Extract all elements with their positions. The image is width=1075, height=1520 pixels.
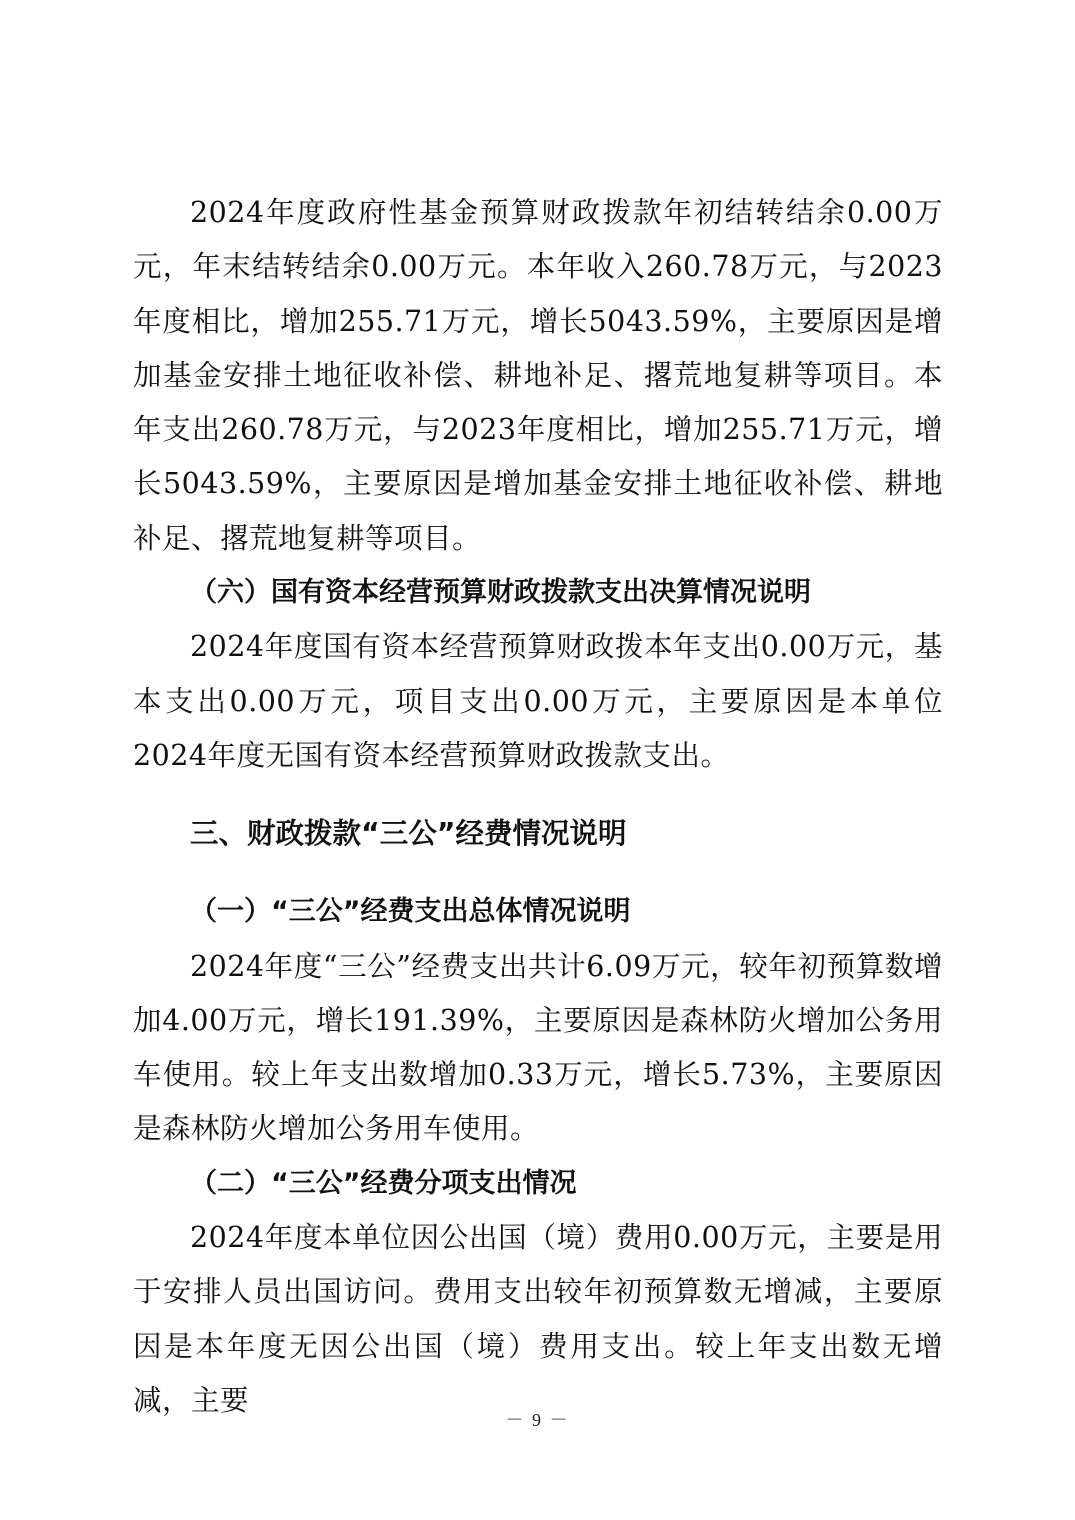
spacer	[133, 861, 943, 885]
paragraph-overseas-travel-expenses: 2024年度本单位因公出国（境）费用0.00万元，主要是用于安排人员出国访问。费用支出较年初预算数无增减，主要原因是本年度无因公出国（境）费用支出。较上年支出数无增减，主要	[133, 1221, 943, 1417]
section-title-three-public-expenses: 三、财政拨款“三公”经费情况说明	[190, 817, 627, 851]
page-content	[133, 186, 943, 1428]
paragraph-state-capital-budget: 2024年度国有资本经营预算财政拨本年支出0.00万元，基本支出0.00万元，项目支出0.00万元，主要原因是本单位2024年度无国有资本经营预算财政拨款支出。	[133, 630, 943, 772]
paragraph-government-fund-budget: 2024年度政府性基金预算财政拨款年初结转结余0.00万元，年末结转结余0.00万元。本年收入260.78万元，与2023年度相比，增加255.71万元，增长5043.59%，主要原因是增加基金安排土地征收补偿、耕地补足、撂荒地复耕等项目。本年支出260.78万元，与2023年度相比，增加255.71万元，增长5043.59%，主要原因是增加基金安排土地征收补偿、耕地补足、撂荒地复耕等项目。	[133, 196, 943, 555]
subheading-overall-expenses: （一）“三公”经费支出总体情况说明	[190, 896, 631, 928]
spacer	[133, 783, 943, 807]
subheading-itemized-expenses: （二）“三公”经费分项支出情况	[190, 1167, 577, 1199]
subheading-state-capital-budget: （六）国有资本经营预算财政拨款支出决算情况说明	[190, 577, 811, 609]
page-number: － 9 －	[505, 1410, 570, 1430]
paragraph-overall-expenses: 2024年度“三公”经费支出共计6.09万元，较年初预算数增加4.00万元，增长191.39%，主要原因是森林防火增加公务用车使用。较上年支出数增加0.33万元，增长5.73%，主要原因是森林防火增加公务用车使用。	[133, 949, 943, 1146]
